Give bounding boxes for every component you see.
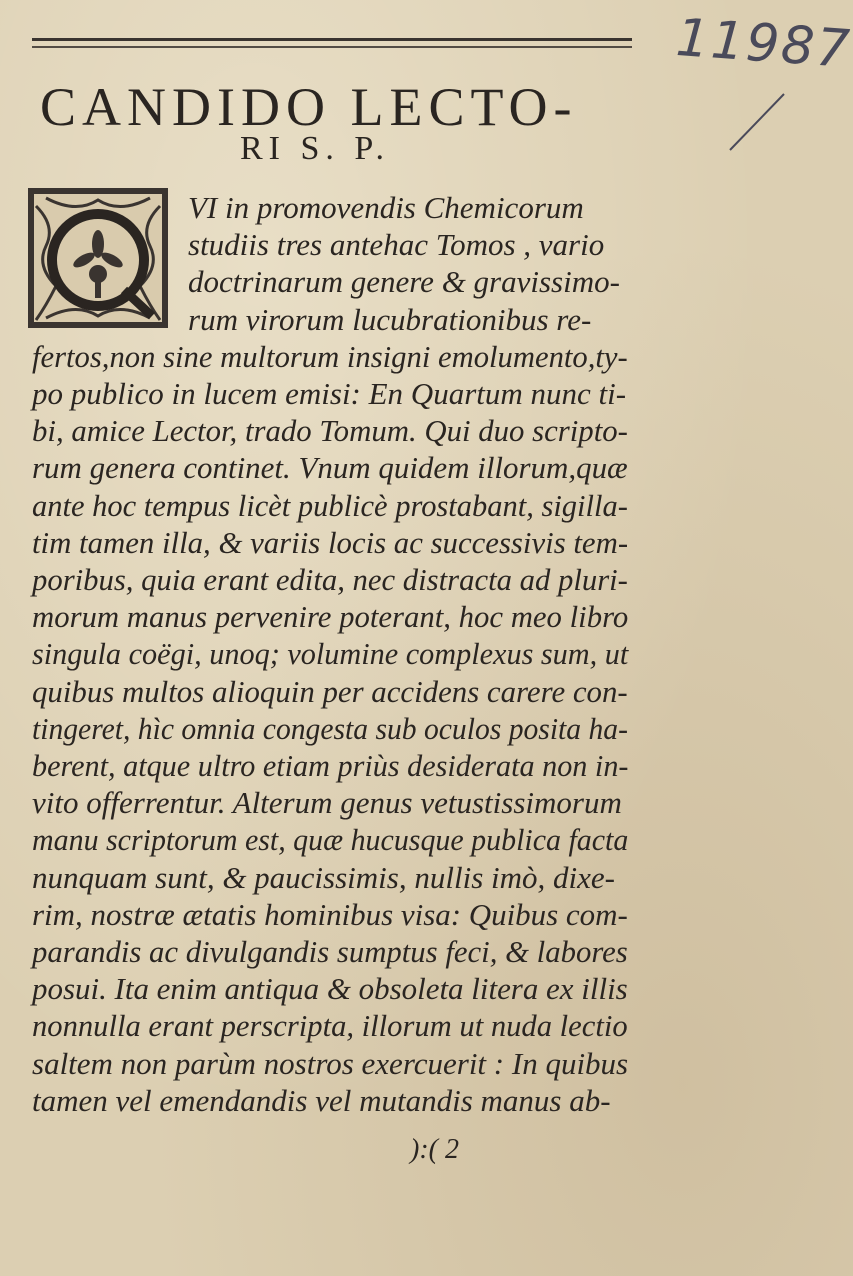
body-line: vito offerrentur. Alterum genus vetustissimorum xyxy=(32,785,622,821)
body-line: tamen vel emendandis vel mutandis manus ab- xyxy=(32,1082,611,1118)
body-line: morum manus pervenire poterant, hoc meo libro xyxy=(32,599,629,635)
body-line: quibus multos alioquin per accidens carere con- xyxy=(32,673,628,709)
body-line: tingeret, hìc omnia congesta sub oculos posita ha- xyxy=(32,710,628,746)
decorated-initial xyxy=(26,186,170,330)
body-line: fertos,non sine multorum insigni emolumento,ty- xyxy=(32,338,628,374)
body-line: doctrinarum genere & gravissimo- xyxy=(188,264,620,300)
body-line: berent, atque ultro etiam priùs desiderata non in- xyxy=(32,748,629,783)
body-line: poribus, quia erant edita, nec distracta ad pluri- xyxy=(32,562,628,597)
body-line: parandis ac divulgandis sumptus feci, & labores xyxy=(32,934,628,969)
body-line: rim, nostræ ætatis hominibus visa: Quibus com- xyxy=(32,896,628,932)
page-title: CANDIDO LECTO- xyxy=(40,77,578,137)
body-line: posui. Ita enim antiqua & obsoleta litera ex illis xyxy=(32,971,628,1007)
body-line: singula coëgi, unoq; volumine complexus sum, ut xyxy=(32,636,629,672)
body-line: rum virorum lucubrationibus re- xyxy=(188,301,592,337)
body-line: studiis tres antehac Tomos , vario xyxy=(188,227,605,263)
handwritten-shelfmark xyxy=(672,7,853,154)
decorated-initial-q-icon xyxy=(26,186,170,330)
body-line: nunquam sunt, & paucissimis, nullis imò, dixe- xyxy=(32,859,615,895)
body-line: nonnulla erant perscripta, illorum ut nuda lectio xyxy=(32,1008,628,1044)
body-line: VI in promovendis Chemicorum xyxy=(188,190,584,225)
body-line: ante hoc tempus licèt publicè prostabant, sigilla- xyxy=(32,487,628,523)
body-line: tim tamen illa, & variis locis ac successivis tem- xyxy=(32,524,629,560)
top-rule-thin xyxy=(32,46,632,48)
top-rule xyxy=(32,38,632,41)
body-line: po publico in lucem emisi: En Quartum nunc ti- xyxy=(32,376,627,411)
body-line: rum genera continet. Vnum quidem illorum,quæ xyxy=(32,450,628,486)
signature-mark: ):( 2 xyxy=(410,1134,459,1165)
page-title-continuation: RI S. P. xyxy=(240,130,391,167)
body-line: manu scriptorum est, quæ hucusque publica facta xyxy=(32,822,629,858)
body-line: bi, amice Lector, trado Tomum. Qui duo scripto- xyxy=(32,413,628,449)
shelfmark-number: 11987 xyxy=(674,7,853,81)
body-line: saltem non parùm nostros exercuerit : In quibus xyxy=(32,1045,629,1081)
